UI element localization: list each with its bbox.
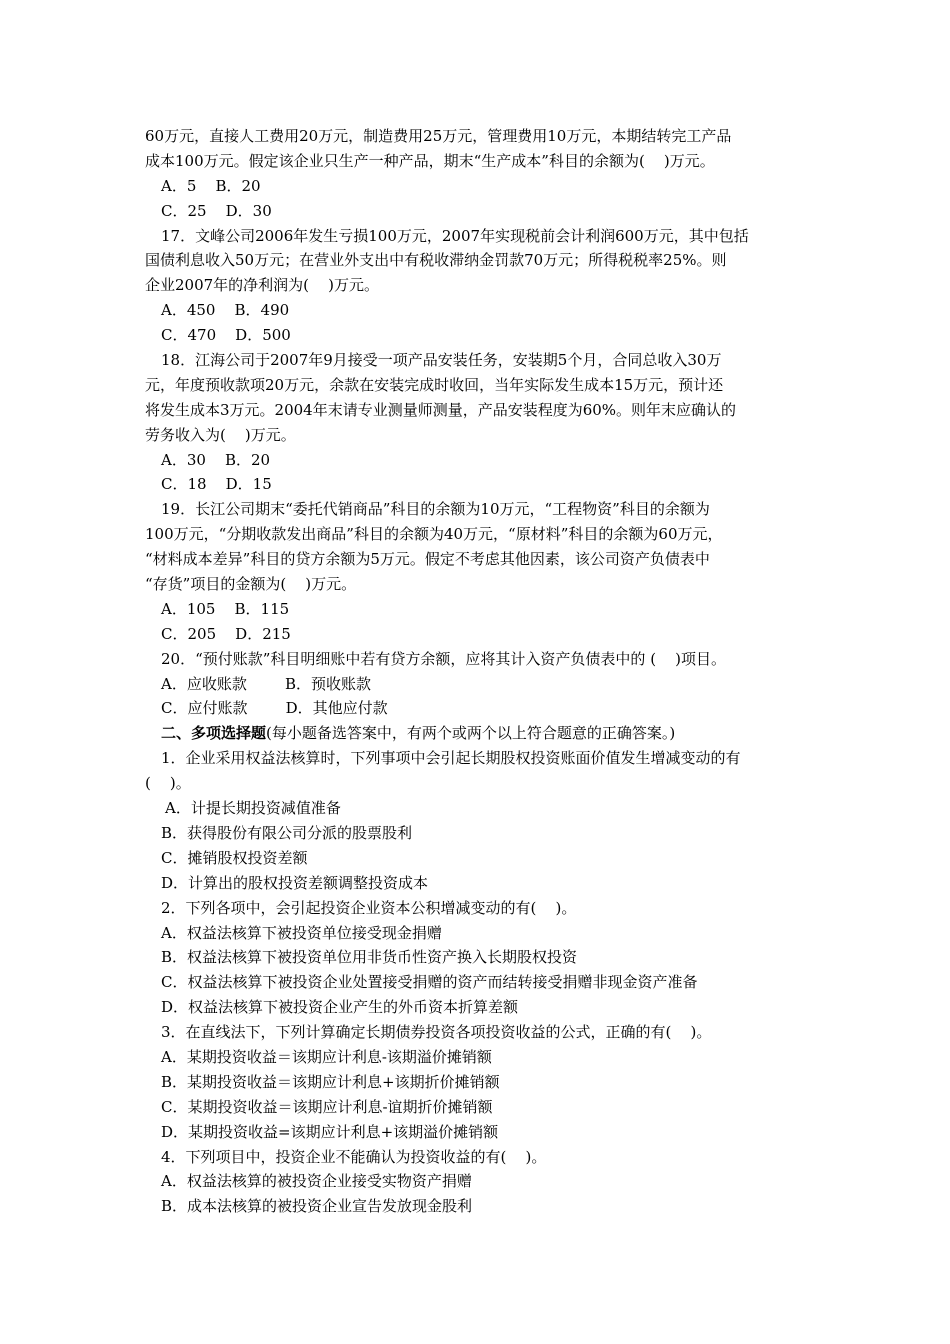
document-page	[145, 124, 815, 1219]
line-text: A．5 B．20	[161, 176, 261, 195]
text-line	[145, 1045, 815, 1070]
line-text: 60万元，直接人工费用20万元，制造费用25万元，管理费用10万元，本期结转完工产品	[145, 127, 732, 145]
text-line	[145, 921, 815, 946]
text-line	[145, 995, 815, 1020]
line-text: A．权益法核算的被投资企业接受实物资产捐赠	[161, 1172, 472, 1191]
line-text: 18．江海公司于2007年9月接受一项产品安装任务，安装期5个月，合同总收入30万	[161, 351, 722, 370]
text-line	[145, 472, 815, 497]
text-line	[145, 796, 815, 821]
text-line	[145, 1194, 815, 1219]
text-line	[145, 721, 815, 746]
line-text: D．权益法核算下被投资企业产生的外币资本折算差额	[161, 998, 519, 1017]
text-line	[145, 970, 815, 995]
text-line	[145, 348, 815, 373]
text-line	[145, 224, 815, 249]
text-line	[145, 298, 815, 323]
line-text: B．获得股份有限公司分派的股票股利	[161, 823, 413, 842]
line-text: C．18 D．15	[161, 475, 272, 494]
line-text: ( )。	[145, 774, 191, 793]
line-text: A．30 B．20	[161, 450, 271, 469]
line-text: 国债利息收入50万元；在营业外支出中有税收滞纳金罚款70万元；所得税税率25%。则	[145, 251, 727, 270]
text-line	[145, 647, 815, 672]
line-text: B．某期投资收益＝该期应计利息+该期折价摊销额	[161, 1072, 500, 1091]
line-text: 将发生成本3万元。2004年末请专业测量师测量，产品安装程度为60%。则年末应确认的	[145, 400, 737, 419]
text-line	[145, 273, 815, 298]
line-text: B．权益法核算下被投资单位用非货币性资产换入长期股权投资	[161, 948, 578, 967]
text-line	[145, 199, 815, 224]
line-text: 20．“预付账款”科目明细账中若有贷方余额，应将其计入资产负债表中的 ( )项目。	[161, 649, 726, 668]
line-text: D．某期投资收益=该期应计利息+该期溢价摊销额	[161, 1122, 499, 1141]
text-line	[145, 846, 815, 871]
line-text: D．计算出的股权投资差额调整投资成本	[161, 873, 429, 892]
text-line	[145, 1169, 815, 1194]
line-text: 成本100万元。假定该企业只生产一种产品，期末“生产成本”科目的余额为( )万元。	[145, 151, 715, 170]
text-line	[145, 871, 815, 896]
text-line	[145, 1145, 815, 1170]
text-line	[145, 821, 815, 846]
line-text: B．成本法核算的被投资企业宣告发放现金股利	[161, 1197, 473, 1216]
text-line	[145, 696, 815, 721]
line-text: C．205 D．215	[161, 624, 291, 643]
line-text: 2．下列各项中，会引起投资企业资本公积增减变动的有( )。	[161, 898, 577, 917]
text-line	[145, 497, 815, 522]
line-text: C．应付账款 D．其他应付款	[161, 699, 388, 718]
text-line	[145, 248, 815, 273]
line-text: C．权益法核算下被投资企业处置接受捐赠的资产而结转接受捐赠非现金资产准备	[161, 973, 698, 992]
line-text: A．计提长期投资减值准备	[165, 799, 341, 818]
text-line	[145, 547, 815, 572]
line-text: 元，年度预收款项20万元，余款在安装完成时收回，当年实际发生成本15万元，预计还	[145, 375, 724, 394]
text-line	[145, 746, 815, 771]
line-text: 3．在直线法下，下列计算确定长期债券投资各项投资收益的公式，正确的有( )。	[161, 1023, 712, 1042]
text-line	[145, 323, 815, 348]
text-line	[145, 1070, 815, 1095]
text-line	[145, 522, 815, 547]
line-text: A．105 B．115	[161, 599, 290, 618]
line-text: “材料成本差异”科目的贷方余额为5万元。假定不考虑其他因素，该公司资产负债表中	[145, 550, 710, 569]
section-heading: 二、多项选择题	[161, 724, 267, 743]
line-text: A．某期投资收益＝该期应计利息-该期溢价摊销额	[161, 1047, 492, 1066]
text-line	[145, 448, 815, 473]
line-text: 100万元，“分期收款发出商品”科目的余额为40万元，“原材料”科目的余额为60万元，	[145, 525, 723, 544]
text-line	[145, 174, 815, 199]
line-text: 劳务收入为( )万元。	[145, 425, 296, 444]
text-line	[145, 398, 815, 423]
line-text: 企业2007年的净利润为( )万元。	[145, 276, 379, 295]
text-line	[145, 597, 815, 622]
line-text: A．权益法核算下被投资单位接受现金捐赠	[161, 923, 442, 942]
text-line	[145, 896, 815, 921]
text-line	[145, 672, 815, 697]
text-line	[145, 124, 815, 149]
line-text: 19．长江公司期末“委托代销商品”科目的余额为10万元，“工程物资”科目的余额为	[161, 500, 710, 519]
line-text: A．450 B．490	[161, 301, 290, 320]
text-line	[145, 149, 815, 174]
line-text: A．应收账款 B．预收账款	[161, 674, 372, 693]
text-line	[145, 1095, 815, 1120]
line-text: 1．企业采用权益法核算时，下列事项中会引起长期股权投资账面价值发生增减变动的有	[161, 749, 741, 768]
text-line	[145, 373, 815, 398]
line-text: C．25 D．30	[161, 201, 272, 220]
line-text: (每小题备选答案中，有两个或两个以上符合题意的正确答案。)	[266, 724, 676, 743]
line-text: C．摊销股权投资差额	[161, 848, 308, 867]
line-text: 17．文峰公司2006年发生亏损100万元，2007年实现税前会计利润600万元，其中包括	[161, 226, 749, 245]
text-line	[145, 945, 815, 970]
text-line	[145, 1120, 815, 1145]
line-text: C．470 D．500	[161, 326, 291, 345]
line-text: 4．下列项目中，投资企业不能确认为投资收益的有( )。	[161, 1147, 547, 1166]
text-line	[145, 423, 815, 448]
text-line	[145, 1020, 815, 1045]
line-text: “存货”项目的金额为( )万元。	[145, 575, 357, 594]
text-line	[145, 771, 815, 796]
text-line	[145, 622, 815, 647]
text-line	[145, 572, 815, 597]
line-text: C．某期投资收益＝该期应计利息-谊期折价摊销额	[161, 1097, 493, 1116]
